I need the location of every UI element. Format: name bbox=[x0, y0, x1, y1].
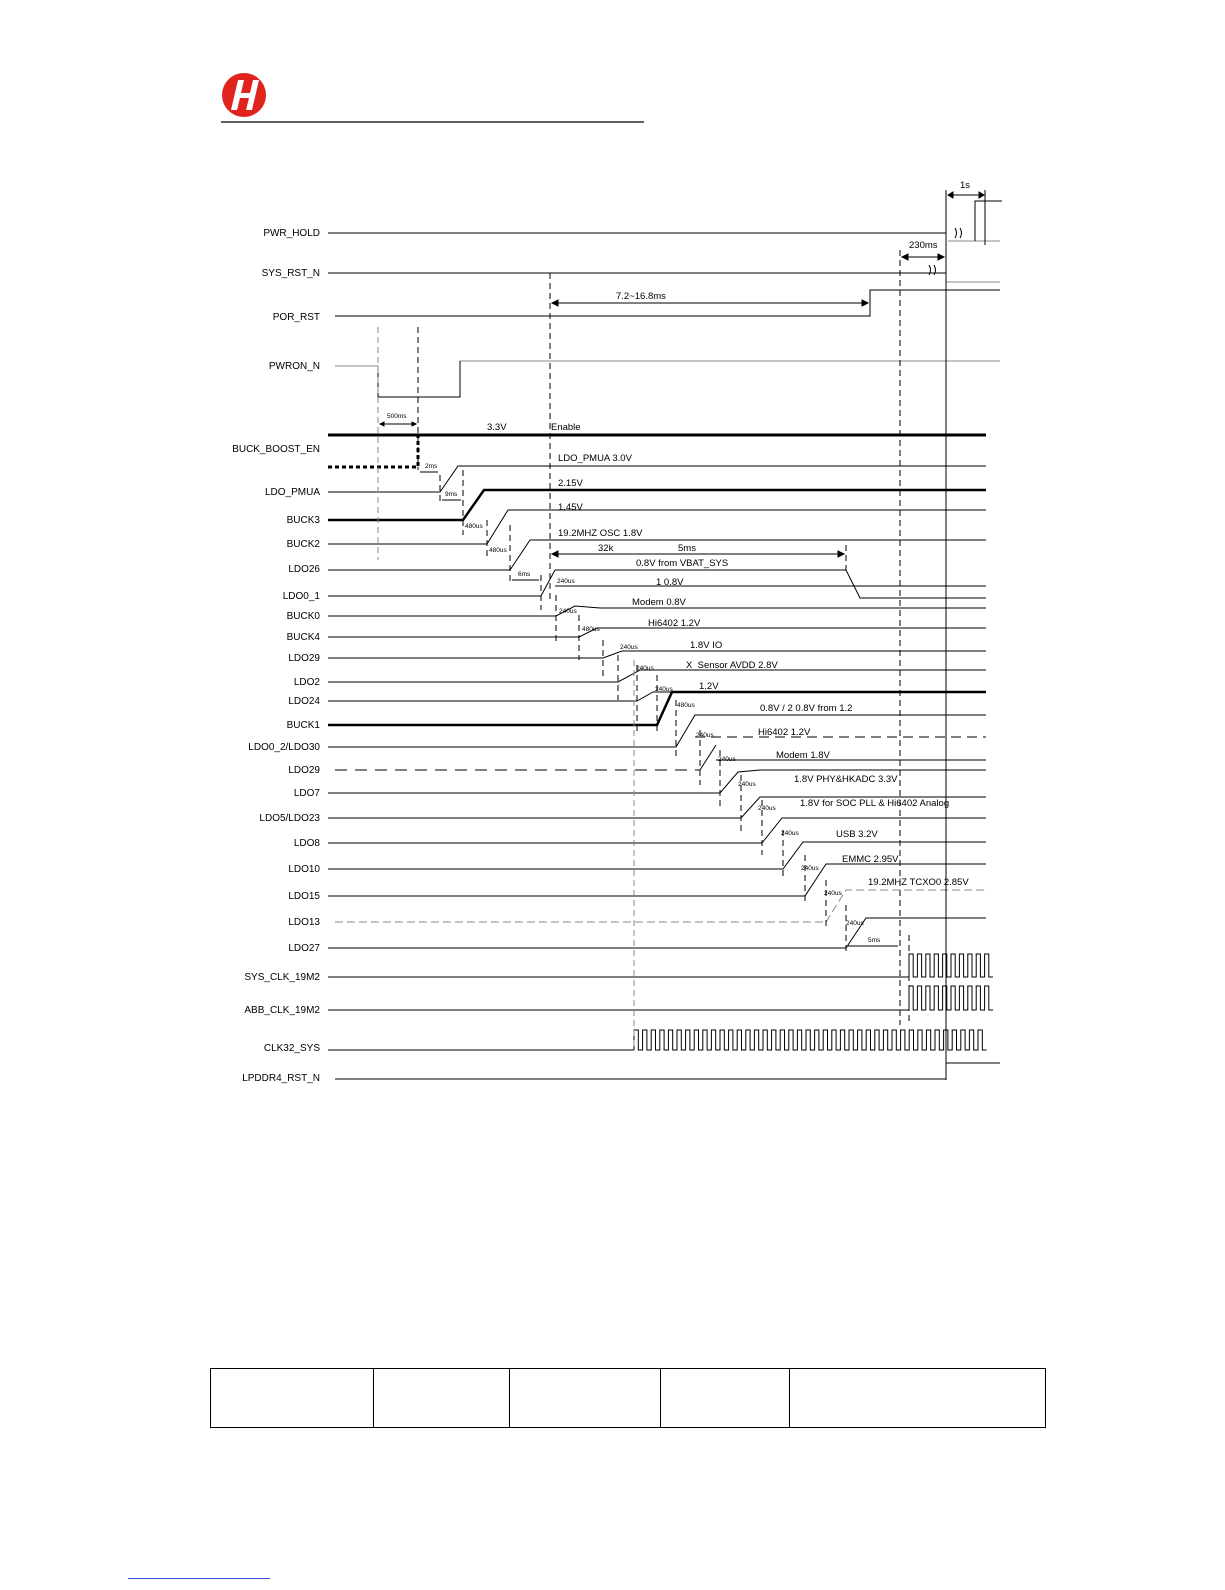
sys-clk-pulse-train bbox=[909, 954, 993, 977]
annotation: 7.2~16.8ms bbox=[616, 291, 666, 302]
annotation: 240us bbox=[824, 890, 842, 897]
timing-markers bbox=[378, 250, 909, 1050]
annotation: 1 0.8V bbox=[656, 577, 684, 588]
annotations bbox=[387, 180, 970, 944]
annotation: 1.45V bbox=[558, 502, 583, 513]
annotation: 3.3V bbox=[487, 422, 507, 433]
annotation: 480us bbox=[677, 702, 695, 709]
annotation: 500ms bbox=[387, 413, 407, 420]
signal-label: BUCK0 bbox=[286, 611, 320, 622]
annotation: 1.8V IO bbox=[690, 640, 723, 651]
abb-clk-pulse-train bbox=[909, 986, 993, 1010]
signal-label: LDO2 bbox=[293, 677, 320, 688]
signal-label: LPDDR4_RST_N bbox=[242, 1073, 320, 1084]
annotation: 19.2MHZ TCXO0 2.85V bbox=[868, 877, 969, 888]
annotation: Hi6402 1.2V bbox=[648, 618, 701, 629]
waveforms bbox=[328, 201, 1002, 1079]
footer-cell bbox=[510, 1369, 661, 1428]
signal-label: SYS_CLK_19M2 bbox=[244, 972, 320, 983]
wave-buck2 bbox=[328, 510, 986, 544]
annotation: 240us bbox=[559, 608, 577, 615]
signal-label: LDO5/LDO23 bbox=[259, 813, 320, 824]
signal-label: LDO24 bbox=[288, 696, 320, 707]
annotation: 240us bbox=[846, 920, 864, 927]
wave-buck3 bbox=[328, 490, 986, 520]
annotation: 5ms bbox=[678, 543, 696, 554]
wave-buck-boost-en-dash bbox=[328, 435, 418, 467]
signal-label: LDO26 bbox=[288, 564, 320, 575]
annotation: 240us bbox=[718, 756, 736, 763]
annotation: 32k bbox=[598, 543, 614, 554]
signal-label: LDO10 bbox=[288, 864, 320, 875]
annotation: 240us bbox=[738, 781, 756, 788]
annotation: 240us bbox=[557, 578, 575, 585]
annotation: 0.8V from VBAT_SYS bbox=[636, 558, 729, 569]
wave-ldo13-ramp bbox=[826, 890, 986, 922]
signal-label: LDO7 bbox=[293, 788, 320, 799]
annotation: 1s bbox=[960, 180, 971, 191]
signal-label: SYS_RST_N bbox=[261, 268, 320, 279]
annotation: Modem 1.8V bbox=[776, 750, 830, 761]
annotation: 5ms bbox=[868, 937, 881, 944]
footer-cell bbox=[374, 1369, 510, 1428]
signal-label: LDO13 bbox=[288, 917, 320, 928]
annotation: 230ms bbox=[909, 240, 938, 251]
signal-label: LDO29 bbox=[288, 653, 320, 664]
signal-label: BUCK1 bbox=[286, 720, 320, 731]
annotation: EMMC 2.95V bbox=[842, 854, 899, 865]
annotation: 9ms bbox=[445, 491, 458, 498]
signal-labels bbox=[232, 228, 320, 1084]
signal-label: LDO15 bbox=[288, 891, 320, 902]
clk32-pulse-train bbox=[634, 1030, 987, 1050]
clock-pulses bbox=[634, 954, 993, 1050]
signal-label: LDO_PMUA bbox=[264, 487, 320, 498]
annotation: 6ms bbox=[518, 571, 531, 578]
annotation: 240us bbox=[696, 732, 714, 739]
wave-ldo8 bbox=[328, 818, 986, 843]
footer-cell bbox=[211, 1369, 374, 1428]
annotation: 19.2MHZ OSC 1.8V bbox=[558, 528, 643, 539]
footer-cell bbox=[790, 1369, 1046, 1428]
annotation: Modem 0.8V bbox=[632, 597, 686, 608]
signal-label: BUCK4 bbox=[286, 632, 320, 643]
signal-label: BUCK3 bbox=[286, 515, 320, 526]
footer-table bbox=[210, 1368, 1046, 1428]
annotation: 480us bbox=[489, 547, 507, 554]
wave-pwr-hold-high bbox=[975, 201, 1002, 241]
annotation: Enable bbox=[551, 422, 581, 433]
signal-label: CLK32_SYS bbox=[263, 1043, 320, 1054]
annotation: 240us bbox=[801, 865, 819, 872]
annotation: 240us bbox=[655, 686, 673, 693]
hi-logo-icon bbox=[222, 73, 266, 117]
annotation: 240us bbox=[781, 830, 799, 837]
dimension-arrows bbox=[380, 192, 984, 946]
signal-label: PWRON_N bbox=[268, 361, 320, 372]
footer-link-underline[interactable] bbox=[128, 1578, 270, 1579]
annotation: 0.8V / 2 0.8V from 1.2 bbox=[760, 703, 853, 714]
wave-ldo29-b-ramp bbox=[700, 745, 986, 770]
annotation: 240us bbox=[620, 644, 638, 651]
wave-lpddr4-rst-n bbox=[335, 1063, 1000, 1079]
signal-label: LDO27 bbox=[288, 943, 320, 954]
wave-ldo29 bbox=[328, 651, 986, 658]
signal-label: BUCK2 bbox=[286, 539, 320, 550]
wave-pwron-n-low bbox=[378, 361, 460, 397]
signal-label: LDO0_1 bbox=[282, 591, 320, 602]
break-mark bbox=[955, 228, 962, 238]
signal-label: PWR_HOLD bbox=[263, 228, 320, 239]
annotation: 1.8V PHY&HKADC 3.3V bbox=[794, 774, 898, 785]
annotation: 2ms bbox=[425, 463, 438, 470]
signal-label: BUCK_BOOST_EN bbox=[232, 444, 320, 455]
signal-label: ABB_CLK_19M2 bbox=[244, 1005, 320, 1016]
wave-buck4 bbox=[328, 628, 986, 637]
signal-label: LDO29 bbox=[288, 765, 320, 776]
annotation: 1.2V bbox=[699, 681, 719, 692]
annotation: 240us bbox=[758, 805, 776, 812]
annotation: Hi6402 1.2V bbox=[758, 727, 811, 738]
annotation: 2.15V bbox=[558, 478, 583, 489]
annotation: 480us bbox=[465, 523, 483, 530]
annotation: X_Sensor AVDD 2.8V bbox=[686, 660, 778, 671]
signal-label: POR_RST bbox=[272, 312, 320, 323]
annotation: USB 3.2V bbox=[836, 829, 878, 840]
footer-cell bbox=[661, 1369, 790, 1428]
footer-table-row bbox=[211, 1369, 1046, 1428]
signal-label: LDO8 bbox=[293, 838, 320, 849]
annotation: LDO_PMUA 3.0V bbox=[558, 453, 632, 464]
annotation: 1.8V for SOC PLL & Hi6402 Analog bbox=[800, 798, 950, 809]
annotation: 480us bbox=[582, 626, 600, 633]
signal-label: LDO0_2/LDO30 bbox=[248, 742, 320, 753]
annotation: 240us bbox=[636, 665, 654, 672]
